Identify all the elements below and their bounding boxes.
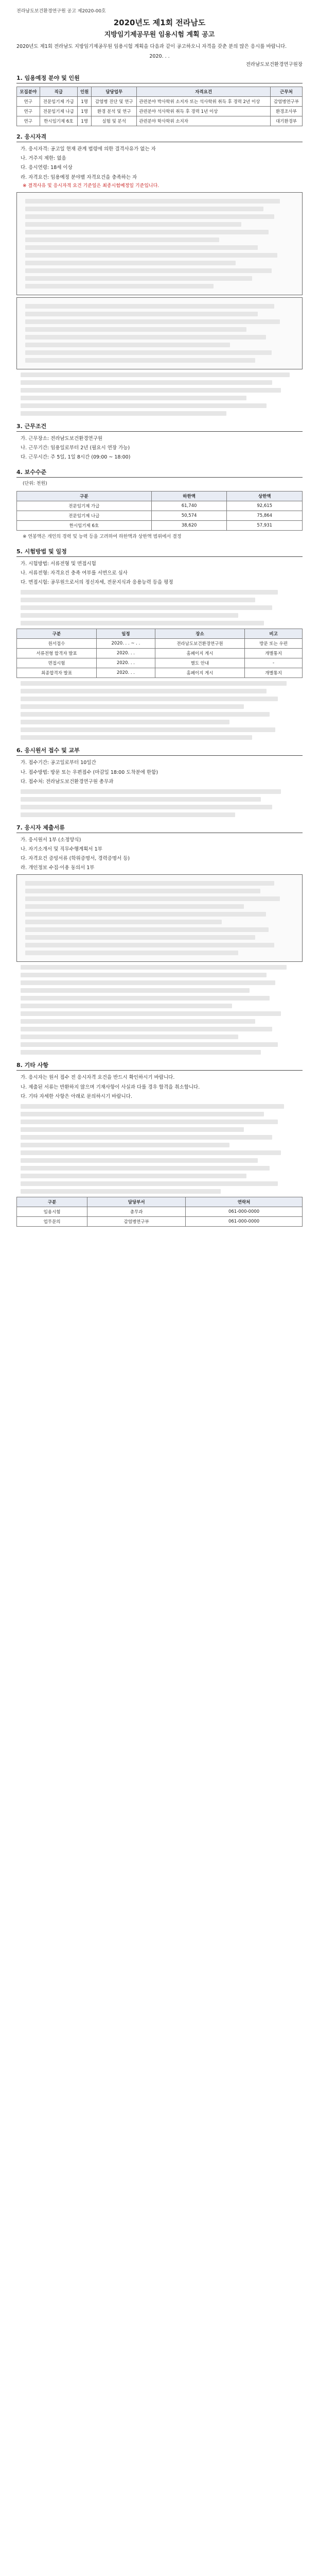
table-row (17, 649, 303, 658)
table-cell: 1명 (78, 107, 92, 116)
table-cell: 57,931 (227, 521, 303, 531)
list-item: 다. 기타 자세한 사항은 아래로 문의하시기 바랍니다. (21, 1093, 132, 1099)
text-line (25, 222, 241, 227)
experience-criteria-box (16, 297, 303, 369)
table-header: 근무처 (270, 87, 302, 97)
table-header: 구분 (17, 629, 97, 639)
text-line (25, 943, 274, 947)
text-line (21, 1027, 272, 1031)
table-header: 담당업무 (92, 87, 137, 97)
text-line (21, 1035, 238, 1039)
table-header: 일정 (97, 629, 155, 639)
text-line (21, 396, 246, 400)
section-heading-exam: 5. 시험방법 및 일정 (16, 547, 303, 557)
documents-detail-lines (16, 965, 303, 1055)
list-item: 다. 근무시간: 주 5일, 1일 8시간 (09:00 ~ 18:00) (21, 454, 131, 460)
text-line (25, 935, 255, 940)
text-line (25, 904, 244, 909)
section-heading-positions: 1. 임용예정 분야 및 인원 (16, 74, 303, 83)
table-cell: 2020. . . (97, 668, 155, 678)
table-cell: 관련분야 석사학위 취득 후 경력 1년 이상 (137, 107, 271, 116)
text-line (21, 1166, 270, 1171)
text-line (21, 613, 238, 618)
text-line (21, 1181, 278, 1186)
table-cell: 면접시험 (17, 658, 97, 668)
text-line (25, 881, 274, 886)
text-line (21, 605, 272, 610)
list-item: 다. 면접시험: 공무원으로서의 정신자세, 전문지식과 응용능력 등을 평정 (21, 580, 173, 586)
list-item: 가. 접수기간: 공고일로부터 10일간 (21, 760, 96, 766)
table-cell: 감염병연구부 (87, 1216, 186, 1226)
table-cell: 홈페이지 게시 (155, 668, 244, 678)
text-line (25, 268, 272, 273)
text-line (21, 712, 270, 717)
list-item: 라. 자격요건: 임용예정 분야별 자격요건을 충족하는 자 (21, 174, 137, 180)
table-cell: 전문임기제 가급 (40, 97, 78, 107)
application-detail-lines (16, 789, 303, 817)
table-row (17, 658, 303, 668)
list-item: 가. 근무장소: 전라남도보건환경연구원 (21, 435, 103, 442)
list-item: 다. 응시연령: 18세 이상 (21, 165, 73, 171)
table-cell: 임용시험 (17, 1207, 87, 1216)
table-row (17, 116, 303, 126)
text-line (25, 350, 272, 355)
text-line (21, 1135, 272, 1140)
table-cell: 실험 및 분석 (92, 116, 137, 126)
text-line (21, 598, 255, 602)
eligibility-detail-lines (16, 372, 303, 416)
documents-note-box (16, 874, 303, 962)
table-row (17, 1207, 303, 1216)
text-line (21, 1189, 221, 1194)
text-line (21, 988, 250, 993)
table-header: 장소 (155, 629, 244, 639)
contact-table (16, 1197, 303, 1227)
table-header: 상한액 (227, 492, 303, 501)
text-line (21, 735, 252, 740)
table-cell: - (245, 658, 303, 668)
notice-title: 2020년도 제1회 전라남도 (113, 18, 206, 27)
notice-page (8, 0, 311, 1227)
table-cell: 92,615 (227, 501, 303, 511)
text-line (25, 889, 260, 893)
text-line (21, 1042, 278, 1047)
text-line (25, 199, 280, 204)
table-header: 하한액 (151, 492, 227, 501)
text-line (25, 261, 236, 265)
table-cell: 최종합격자 발표 (17, 668, 97, 678)
text-line (25, 912, 266, 917)
text-line (25, 896, 280, 901)
list-item: 나. 자기소개서 및 직무수행계획서 1부 (21, 846, 102, 852)
section-heading-other: 8. 기타 사항 (16, 1061, 303, 1071)
text-line (21, 1174, 246, 1178)
exam-detail-lines (16, 681, 303, 740)
list-item: 가. 응시자격: 공고일 현재 관계 법령에 의한 결격사유가 없는 자 (21, 146, 156, 152)
section-heading-salary: 4. 보수수준 (16, 468, 303, 478)
table-cell: 개별통지 (245, 668, 303, 678)
table-header: 구분 (17, 1197, 87, 1207)
table-row (17, 97, 303, 107)
text-line (25, 304, 274, 309)
table-row (17, 639, 303, 649)
interview-criteria-lines (16, 590, 303, 625)
table-header: 비고 (245, 629, 303, 639)
text-line (21, 1120, 278, 1124)
table-header-row (17, 629, 303, 639)
table-cell: 061-000-0000 (186, 1216, 303, 1226)
table-cell: 전문임기제 나급 (17, 511, 152, 521)
table-cell: 관련분야 박사학위 소지자 또는 석사학위 취득 후 경력 2년 이상 (137, 97, 271, 107)
text-line (21, 1019, 255, 1024)
text-line (21, 403, 267, 408)
text-line (25, 238, 219, 242)
table-cell: 연구 (17, 107, 40, 116)
text-line (25, 343, 230, 347)
table-cell: 연구 (17, 116, 40, 126)
text-line (25, 207, 263, 211)
table-header: 자격요건 (137, 87, 271, 97)
text-line (21, 1150, 281, 1155)
text-line (21, 789, 281, 794)
notice-intro: 2020년도 제1회 전라남도 지방임기제공무원 임용시험 계획을 다음과 같이 공고하오니 자격을 갖춘 분의 많은 응시를 바랍니다. (16, 44, 287, 49)
text-line (21, 590, 278, 595)
table-header: 직급 (40, 87, 78, 97)
table-cell: 50,574 (151, 511, 227, 521)
other-detail-lines (16, 1104, 303, 1194)
text-line (21, 797, 261, 802)
table-cell: 전문임기제 가급 (17, 501, 152, 511)
section-heading-application: 6. 응시원서 접수 및 교부 (16, 746, 303, 756)
table-row (17, 501, 303, 511)
notice-subtitle: 지방임기제공무원 임용시험 계획 공고 (104, 31, 215, 39)
text-line (21, 621, 264, 625)
text-line (25, 327, 246, 332)
list-item: 나. 제출된 서류는 반환하지 않으며 기재사항이 사실과 다를 경우 합격을 취소합니다. (21, 1084, 200, 1090)
disqualification-box (16, 192, 303, 295)
table-header: 연락처 (186, 1197, 303, 1207)
table-cell: 연구 (17, 97, 40, 107)
salary-note: ※ 연봉액은 개인의 경력 및 능력 등을 고려하여 하한액과 상한액 범위에서 결정 (23, 534, 182, 540)
text-line (21, 1050, 261, 1055)
table-cell: 환경조사부 (270, 107, 302, 116)
section-heading-conditions: 3. 근무조건 (16, 422, 303, 432)
table-cell: 홈페이지 게시 (155, 649, 244, 658)
table-row (17, 1216, 303, 1226)
table-cell: 61,740 (151, 501, 227, 511)
text-line (25, 951, 238, 955)
text-line (25, 253, 277, 258)
text-line (21, 980, 275, 985)
section-heading-eligibility: 2. 응시자격 (16, 132, 303, 142)
document-number: 전라남도보건환경연구원 공고 제2020-00호 (16, 9, 106, 14)
table-row (17, 668, 303, 678)
table-cell: 환경 분석 및 연구 (92, 107, 137, 116)
table-cell: 별도 안내 (155, 658, 244, 668)
table-header-row (17, 492, 303, 501)
salary-table (16, 491, 303, 531)
text-line (25, 312, 258, 316)
text-line (21, 812, 235, 817)
list-item: 다. 자격요건 증빙서류 (학위증명서, 경력증명서 등) (21, 856, 130, 862)
table-cell: 2020. . . (97, 649, 155, 658)
salary-unit: (단위: 천원) (23, 481, 47, 487)
table-cell: 원서접수 (17, 639, 97, 649)
table-row (17, 521, 303, 531)
text-line (25, 230, 269, 234)
table-header: 담당부서 (87, 1197, 186, 1207)
text-line (21, 372, 290, 377)
text-line (21, 411, 226, 416)
table-cell: 대기환경부 (270, 116, 302, 126)
text-line (25, 276, 252, 281)
table-cell: 방문 또는 우편 (245, 639, 303, 649)
table-row (17, 107, 303, 116)
table-cell: 전라남도보건환경연구원 (155, 639, 244, 649)
list-item: 가. 응시자는 원서 접수 전 응시자격 요건을 반드시 확인하시기 바랍니다. (21, 1075, 175, 1081)
table-cell: 2020. . . (97, 658, 155, 668)
text-line (21, 805, 272, 809)
section-heading-documents: 7. 응시자 제출서류 (16, 823, 303, 833)
table-cell: 총무과 (87, 1207, 186, 1216)
table-cell: 감염병연구부 (270, 97, 302, 107)
table-header: 인원 (78, 87, 92, 97)
schedule-table (16, 629, 303, 678)
list-item: 다. 접수처: 전라남도보건환경연구원 총무과 (21, 778, 114, 785)
text-line (21, 380, 272, 385)
text-line (21, 681, 287, 686)
text-line (25, 319, 280, 324)
list-item: 나. 거주지 제한: 없음 (21, 156, 66, 162)
text-line (25, 245, 258, 250)
table-cell: 전문임기제 나급 (40, 107, 78, 116)
table-cell: 2020. . . ~ . . (97, 639, 155, 649)
text-line (21, 1004, 232, 1008)
table-header: 구분 (17, 492, 152, 501)
text-line (21, 720, 229, 724)
eligibility-note: ※ 결격사유 및 응시자격 요건 기준일은 최종시험예정일 기준입니다. (23, 183, 160, 189)
table-header: 모집분야 (17, 87, 40, 97)
text-line (21, 727, 275, 732)
table-row (17, 511, 303, 521)
table-cell: 한시임기제 6호 (40, 116, 78, 126)
text-line (21, 1112, 264, 1116)
notice-date: 2020. . . (149, 54, 170, 60)
list-item: 가. 응시원서 1부 (소정양식) (21, 837, 81, 843)
list-item: 라. 개인정보 수집·이용 동의서 1부 (21, 865, 95, 871)
text-line (25, 920, 222, 924)
notice-signer: 전라남도보건환경연구원장 (245, 62, 303, 68)
table-header-row (17, 87, 303, 97)
table-cell: 서류전형 합격자 발표 (17, 649, 97, 658)
text-line (21, 1127, 244, 1132)
text-line (21, 973, 267, 977)
text-line (21, 1158, 258, 1163)
list-item: 가. 시험방법: 서류전형 및 면접시험 (21, 561, 96, 567)
table-cell: 1명 (78, 116, 92, 126)
table-cell: 관련분야 학사학위 소지자 (137, 116, 271, 126)
list-item: 나. 접수방법: 방문 또는 우편접수 (마감일 18:00 도착분에 한함) (21, 769, 158, 775)
text-line (25, 214, 274, 219)
text-line (25, 284, 214, 289)
list-item: 나. 근무기간: 임용일로부터 2년 (필요시 연장 가능) (21, 445, 130, 451)
table-cell: 75,864 (227, 511, 303, 521)
text-line (21, 1143, 229, 1147)
positions-table (16, 87, 303, 126)
text-line (21, 1104, 284, 1109)
table-cell: 061-000-0000 (186, 1207, 303, 1216)
table-cell: 38,620 (151, 521, 227, 531)
table-cell: 감염병 진단 및 연구 (92, 97, 137, 107)
list-item: 나. 서류전형: 자격요건 충족 여부를 서면으로 심사 (21, 570, 128, 577)
text-line (21, 697, 278, 701)
text-line (21, 996, 270, 1001)
text-line (21, 704, 244, 709)
table-header-row (17, 1197, 303, 1207)
text-line (25, 335, 266, 340)
text-line (25, 358, 255, 363)
text-line (21, 965, 287, 970)
table-cell: 1명 (78, 97, 92, 107)
text-line (21, 1011, 281, 1016)
table-cell: 개별통지 (245, 649, 303, 658)
text-line (25, 927, 269, 932)
table-cell: 한시임기제 6호 (17, 521, 152, 531)
text-line (21, 689, 267, 693)
table-cell: 업무문의 (17, 1216, 87, 1226)
text-line (21, 388, 281, 393)
